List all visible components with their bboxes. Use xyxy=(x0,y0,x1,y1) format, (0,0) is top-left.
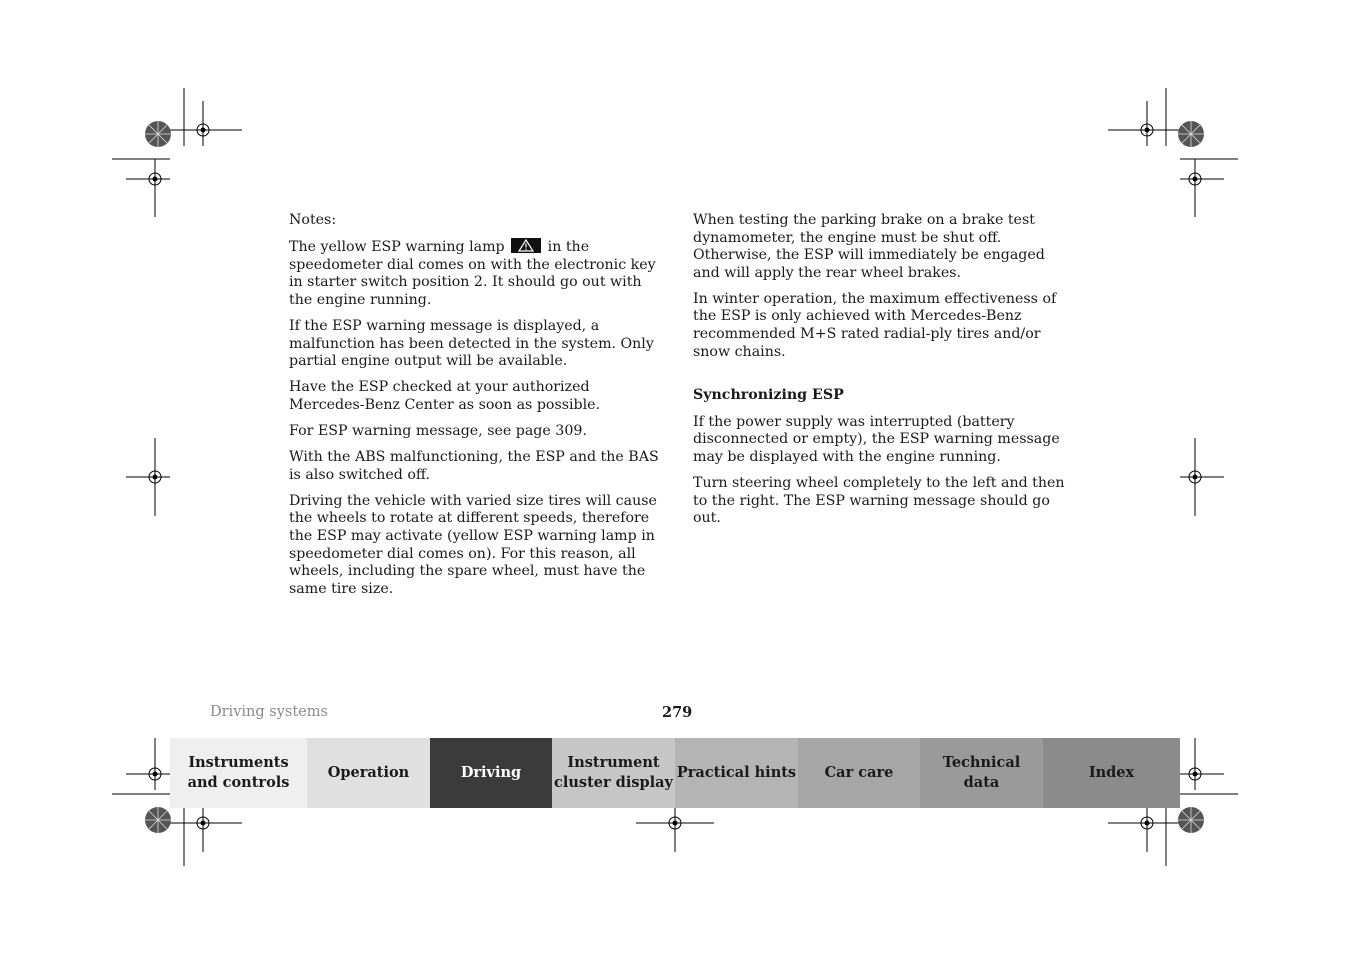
page-number: 279 xyxy=(662,704,693,721)
left-column xyxy=(289,212,661,607)
tab-car-care[interactable]: Car care xyxy=(798,738,920,808)
warning-reference-paragraph: For ESP warning message, see page 309. xyxy=(289,422,587,439)
power-supply-paragraph: If the power supply was interrupted (battery disconnected or empty), the ESP warning message may be displayed with the engine running. xyxy=(693,413,1060,466)
tab-practical-hints[interactable]: Practical hints xyxy=(675,738,798,808)
tab-instruments-and-controls[interactable]: Instruments and controls xyxy=(170,738,307,808)
warning-triangle-icon xyxy=(511,238,541,253)
steering-paragraph: Turn steering wheel completely to the left and then to the right. The ESP warning message should go out. xyxy=(693,475,1065,527)
tab-technical-data[interactable]: Technical data xyxy=(920,738,1043,808)
esp-lamp-paragraph xyxy=(289,238,661,309)
winter-paragraph: In winter operation, the maximum effectiveness of the ESP is only achieved with Mercedes-Benz recommended M+S rated radial-ply tires and/or snow chains. xyxy=(693,290,1057,360)
service-paragraph: Have the ESP checked at your authorized Mercedes-Benz Center as soon as possible. xyxy=(289,379,601,413)
chapter-tabs xyxy=(170,738,1180,808)
notes-label: Notes: xyxy=(289,212,337,228)
tab-index[interactable]: Index xyxy=(1043,738,1180,808)
tire-size-paragraph: Driving the vehicle with varied size tires will cause the wheels to rotate at different speeds, therefore the ESP may activate (yellow ESP warning lamp in speedometer dial comes on). For this reason, all wheels, including the spare wheel, must have the same tire size. xyxy=(289,492,657,597)
section-name: Driving systems xyxy=(210,704,328,720)
tab-instrument-cluster-display[interactable]: Instrument cluster display xyxy=(552,738,675,808)
esp-lamp-text-start: The yellow ESP warning lamp xyxy=(289,239,505,256)
tab-operation[interactable]: Operation xyxy=(307,738,430,808)
section-heading: Synchronizing ESP xyxy=(693,387,844,404)
right-column xyxy=(693,212,1065,536)
malfunction-paragraph: If the ESP warning message is displayed, a malfunction has been detected in the system. Only partial engine output will be available. xyxy=(289,317,654,370)
tab-driving[interactable]: Driving xyxy=(430,738,552,808)
brake-test-paragraph: When testing the parking brake on a brake test dynamometer, the engine must be shut off. Otherwise, the ESP will immediately be engaged and will apply the rear wheel brakes. xyxy=(693,212,1045,281)
abs-paragraph: With the ABS malfunctioning, the ESP and the BAS is also switched off. xyxy=(289,449,659,483)
esp-lamp-text-end: in the speedometer dial comes on with the electronic key in starter switch position 2. It should go out with the engine running. xyxy=(289,239,656,308)
